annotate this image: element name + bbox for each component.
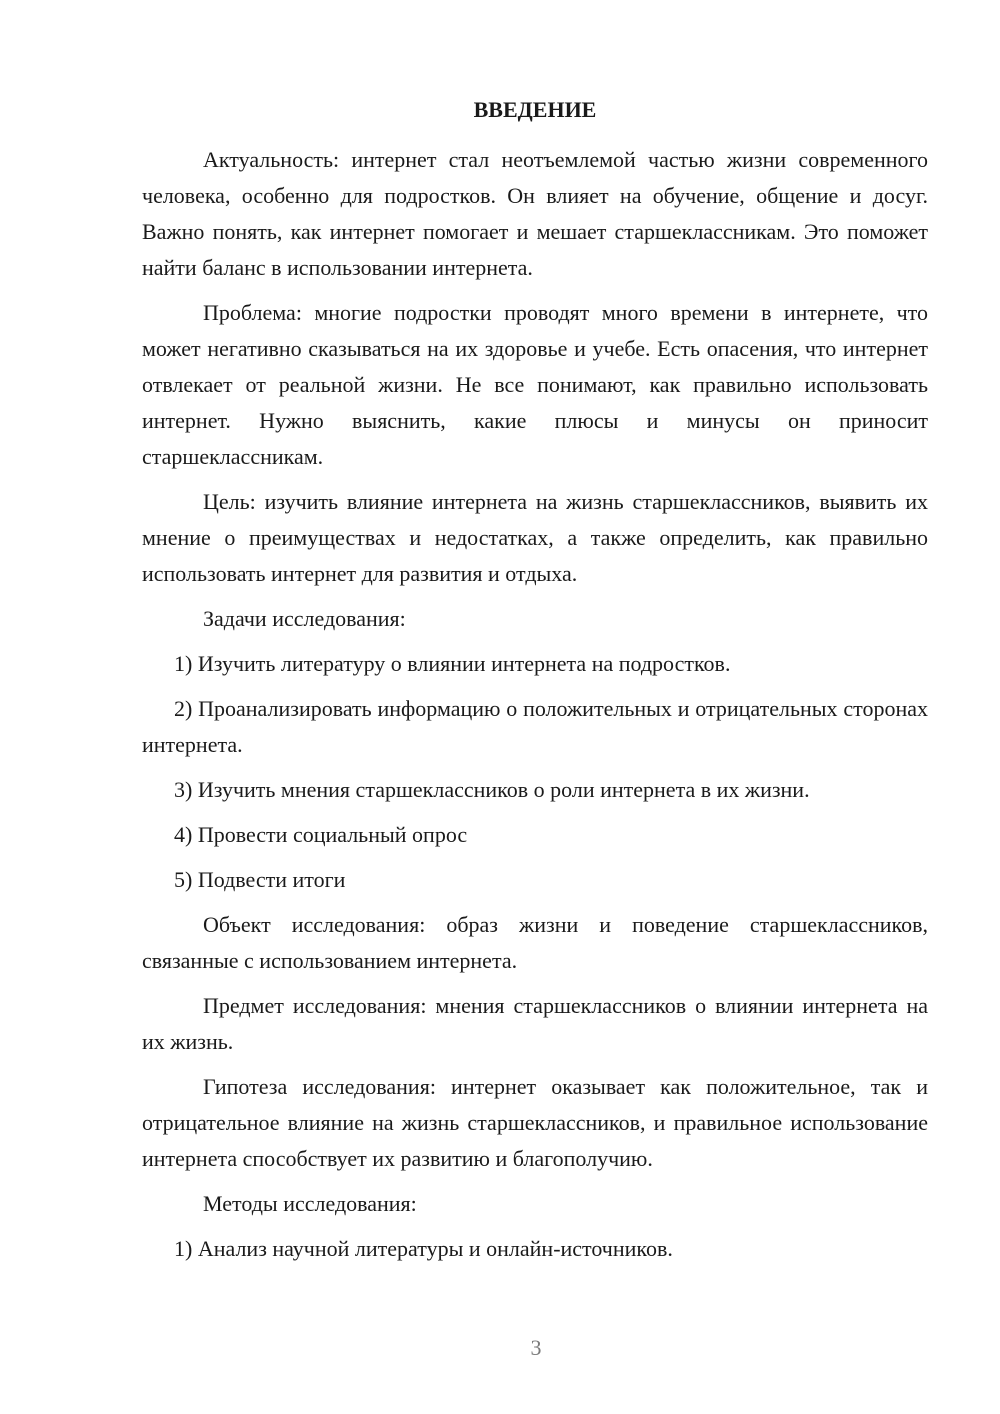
task-item: 3) Изучить мнения старшеклассников о роли интернета в их жизни. [174,777,810,802]
task-item: 2) Проанализировать информацию о положительных и отрицательных сторонах интернета. [142,696,928,757]
methods-heading: Методы исследования: [203,1191,417,1216]
method-item: 1) Анализ научной литературы и онлайн-источников. [174,1236,673,1261]
object-paragraph: Объект исследования: образ жизни и поведение старшеклассников, связанные с использованием интернета. [142,912,928,973]
goal-paragraph: Цель: изучить влияние интернета на жизнь старшеклассников, выявить их мнение о преимуществах и недостатках, а также определить, как правильно использовать интернет для развития и отдыха. [142,489,928,586]
task-item: 5) Подвести итоги [174,867,346,892]
page-number: 3 [530,1335,542,1360]
task-item: 4) Провести социальный опрос [174,822,468,847]
problem-paragraph: Проблема: многие подростки проводят много времени в интернете, что может негативно сказываться на их здоровье и учебе. Есть опасения, что интернет отвлекает от реальной жизни. Не все понимают, как правильно использовать интернет. Нужно выяснить, какие плюсы и минусы он приносит старшеклассникам. [142,300,928,469]
document-page [142,94,928,1276]
task-item: 1) Изучить литературу о влиянии интернета на подростков. [174,651,731,676]
subject-paragraph: Предмет исследования: мнения старшеклассников о влиянии интернета на их жизнь. [142,993,928,1054]
tasks-heading: Задачи исследования: [203,606,406,631]
page-title: ВВЕДЕНИЕ [473,97,597,122]
relevance-paragraph: Актуальность: интернет стал неотъемлемой частью жизни современного человека, особенно для подростков. Он влияет на обучение, общение и досуг. Важно понять, как интернет помогает и мешает старшеклассникам. Это поможет найти баланс в использовании интернета. [142,147,928,280]
hypothesis-paragraph: Гипотеза исследования: интернет оказывает как положительное, так и отрицательное влияние на жизнь старшеклассников, и правильное использование интернета способствует их развитию и благополучию. [142,1074,928,1171]
